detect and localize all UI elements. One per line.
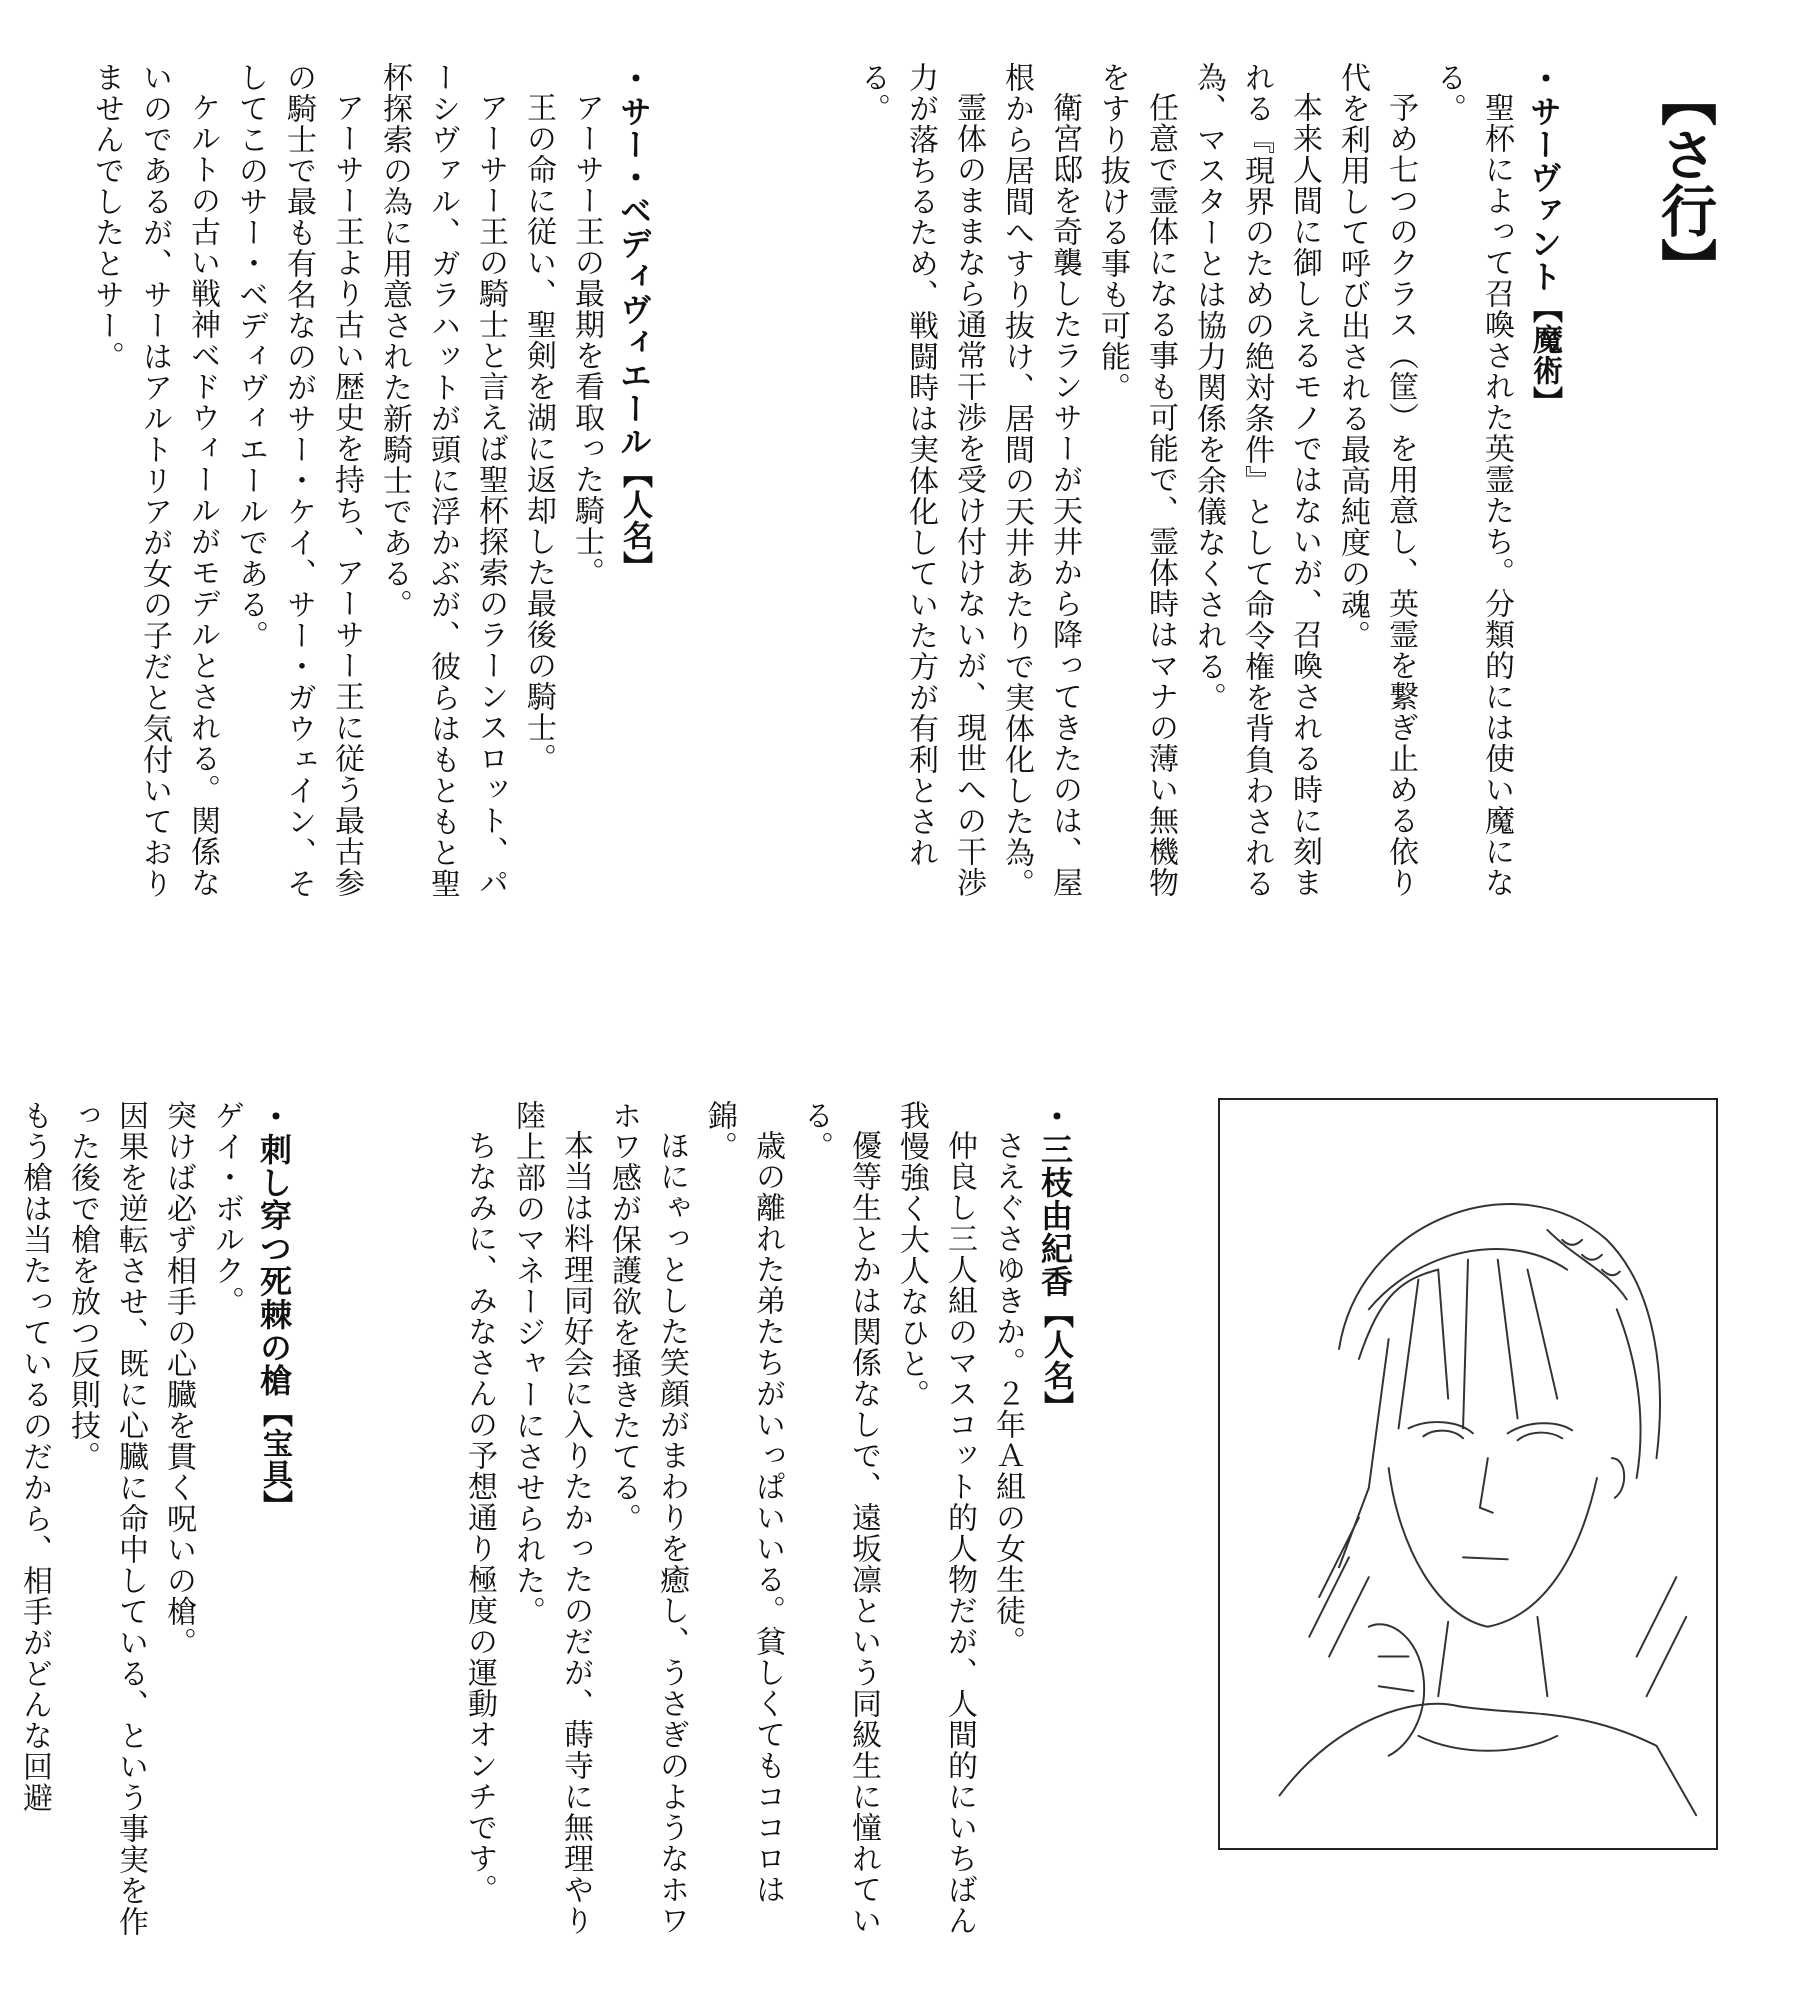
entry-paragraph: ゲイ・ボルク。 [209,1100,244,1317]
entry-paragraph: 因果を逆転させ、既に心臓に命中している、という事実を作った後で槍を放つ反則技。 [65,1100,148,1937]
entry-paragraph: 本来人間に御しえるモノではないが、召喚される時に刻まれる『現界のための絶対条件』として命令権を背負わされる為、マスターとは協力関係を余儀なくされる。 [1191,62,1322,899]
section-heading: 【さ行】 [1652,70,1717,294]
entry-servant [848,62,1568,922]
entry-bedivere [82,62,658,922]
entry-paragraph: 任意で霊体になる事も可能で、霊体時はマナの薄い無機物をすり抜ける事も可能。 [1095,62,1178,898]
entry-paragraph: アーサー王の騎士と言えば聖杯探索のラーンスロット、パーシヴァル、ガラハットが頭に浮かぶが、彼らはもともと聖杯探索の為に用意された新騎士である。 [377,62,508,899]
entry-title: ・サー・ベディヴィエール【人名】 [615,62,653,582]
entry-paragraph: ちなみに、みなさんの予想通り極度の運動オンチです。 [462,1130,497,1905]
character-illustration [1218,1098,1718,1850]
entry-paragraph: 仲良し三人組のマスコット的人物だが、人間的にいちばん我慢強く大人なひと。 [894,1100,977,1936]
entry-paragraph: 突けば必ず相手の心臓を貫く呪いの槍。 [161,1100,196,1658]
entry-paragraph: アーサー王より古い歴史を持ち、アーサー王に従う最古参の騎士で最も有名なのがサー・ケイ、サー・ガウェイン、そしてこのサー・ベディヴィエールである。 [233,62,364,899]
entry-paragraph: 歳の離れた弟たちがいっぱいいる。貧しくてもココロは錦。 [702,1100,785,1905]
entry-paragraph: 聖杯によって召喚された英霊たち。分類的には使い魔になる。 [1431,62,1514,898]
entry-paragraph: ほにゃっとした笑顔がまわりを癒し、うさぎのようなホワホワ感が保護欲を掻きたてる。 [606,1100,689,1936]
entry-paragraph: さえぐさゆきか。２年Ａ組の女生徒。 [990,1130,1025,1657]
entry-paragraph: 予め七つのクラス（筐）を用意し、英霊を繋ぎ止める依り代を利用して呼び出される最高純度の魂。 [1335,62,1418,898]
entry-yukika [455,1100,1079,1945]
entry-paragraph: 衛宮邸を奇襲したランサーが天井から降ってきたのは、屋根から居間へすり抜け、居間の天井あたりで実体化した為。 [999,62,1082,899]
entry-paragraph: アーサー王の最期を看取った騎士。 [569,92,604,588]
entry-paragraph: もう槍は当たっているのだから、相手がどんな回避 [17,1100,52,1813]
entry-paragraph: 王の命に従い、聖剣を湖に返却した最後の騎士。 [521,92,556,774]
entry-title: ・サーヴァント【魔術】 [1525,62,1563,417]
entry-gae-bolg [10,1100,298,1945]
entry-paragraph: ケルトの古い戦神ベドウィールがモデルとされる。関係ないのであるが、サーはアルトリアが女の子だと気付いておりませんでしたとサー。 [89,62,220,899]
entry-paragraph: 本当は料理同好会に入りたかったのだが、蒔寺に無理やり陸上部のマネージャーにさせられた。 [510,1100,593,1936]
entry-title: ・三枝由紀香【人名】 [1036,1100,1074,1422]
entry-paragraph: 優等生とかは関係なしで、遠坂凛という同級生に憧れている。 [798,1100,881,1936]
entry-paragraph: 霊体のままなら通常干渉を受け付けないが、現世への干渉力が落ちるため、戦闘時は実体化していた方が有利とされる。 [855,62,986,898]
entry-title: ・刺し穿つ死棘の槍【宝具】 [255,1100,293,1521]
